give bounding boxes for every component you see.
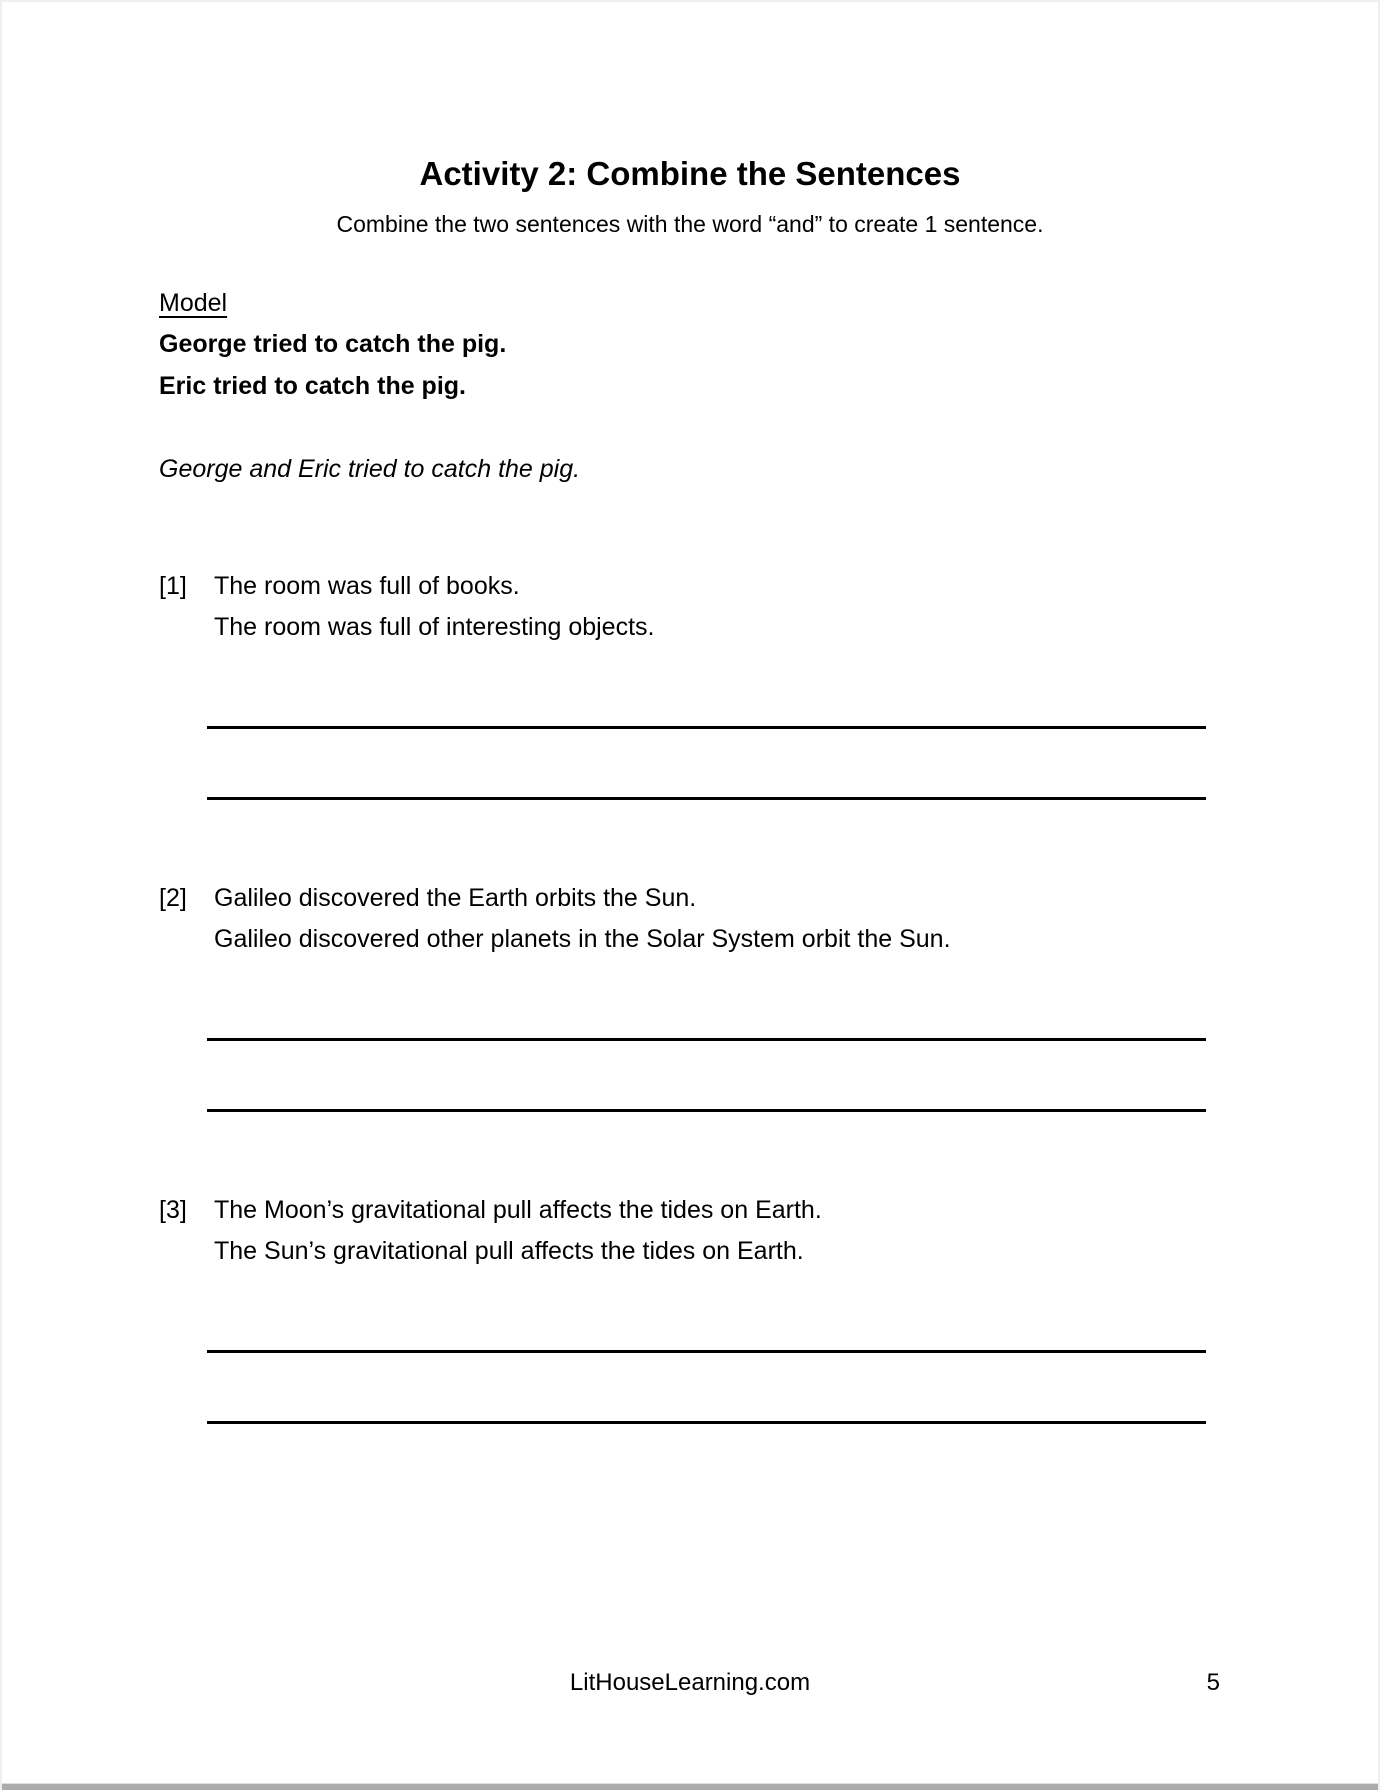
exercise-item-2: [159, 878, 1206, 960]
model-sentence-2: Eric tried to catch the pig.: [159, 372, 466, 401]
item-3-answer-line-1: [207, 1350, 1206, 1353]
item-3-number: [3]: [159, 1196, 187, 1225]
page-title: Activity 2: Combine the Sentences: [419, 155, 961, 192]
footer-site-name: LitHouseLearning.com: [569, 1669, 811, 1696]
item-1-sentences: [214, 566, 1206, 648]
item-2-sentences: [214, 878, 1206, 960]
item-1-sentence-2: The room was full of interesting objects.: [214, 613, 655, 642]
item-2-answer-line-1: [207, 1038, 1206, 1041]
item-1-answer-line-1: [207, 726, 1206, 729]
item-2-sentence-1: Galileo discovered the Earth orbits the Sun.: [214, 884, 697, 913]
spacer: [2, 1112, 1378, 1190]
footer-page-number: 5: [1206, 1669, 1220, 1696]
item-2-number: [2]: [159, 884, 187, 913]
item-3-sentence-1: The Moon’s gravitational pull affects the tides on Earth.: [214, 1196, 822, 1225]
exercise-item-3: [159, 1190, 1206, 1272]
model-combined-sentence: George and Eric tried to catch the pig.: [159, 455, 581, 484]
exercise-item-1: [159, 566, 1206, 648]
page-footer: [2, 1669, 1378, 1697]
page-subtitle: Combine the two sentences with the word “and” to create 1 sentence.: [336, 210, 1044, 237]
item-1-sentence-1: The room was full of books.: [214, 572, 520, 601]
item-2-sentence-2: Galileo discovered other planets in the Solar System orbit the Sun.: [214, 925, 951, 954]
model-sentence-1: George tried to catch the pig.: [159, 330, 507, 359]
item-1-number: [1]: [159, 572, 187, 601]
item-3-answer-line-2: [207, 1421, 1206, 1424]
page-bottom-edge: [2, 1783, 1378, 1790]
exercise-items: [2, 566, 1378, 1424]
item-3-sentences: [214, 1190, 1206, 1272]
model-label: Model: [159, 289, 228, 318]
spacer: [2, 800, 1378, 878]
item-3-sentence-2: The Sun’s gravitational pull affects the tides on Earth.: [214, 1237, 804, 1266]
model-section: [159, 283, 1206, 490]
